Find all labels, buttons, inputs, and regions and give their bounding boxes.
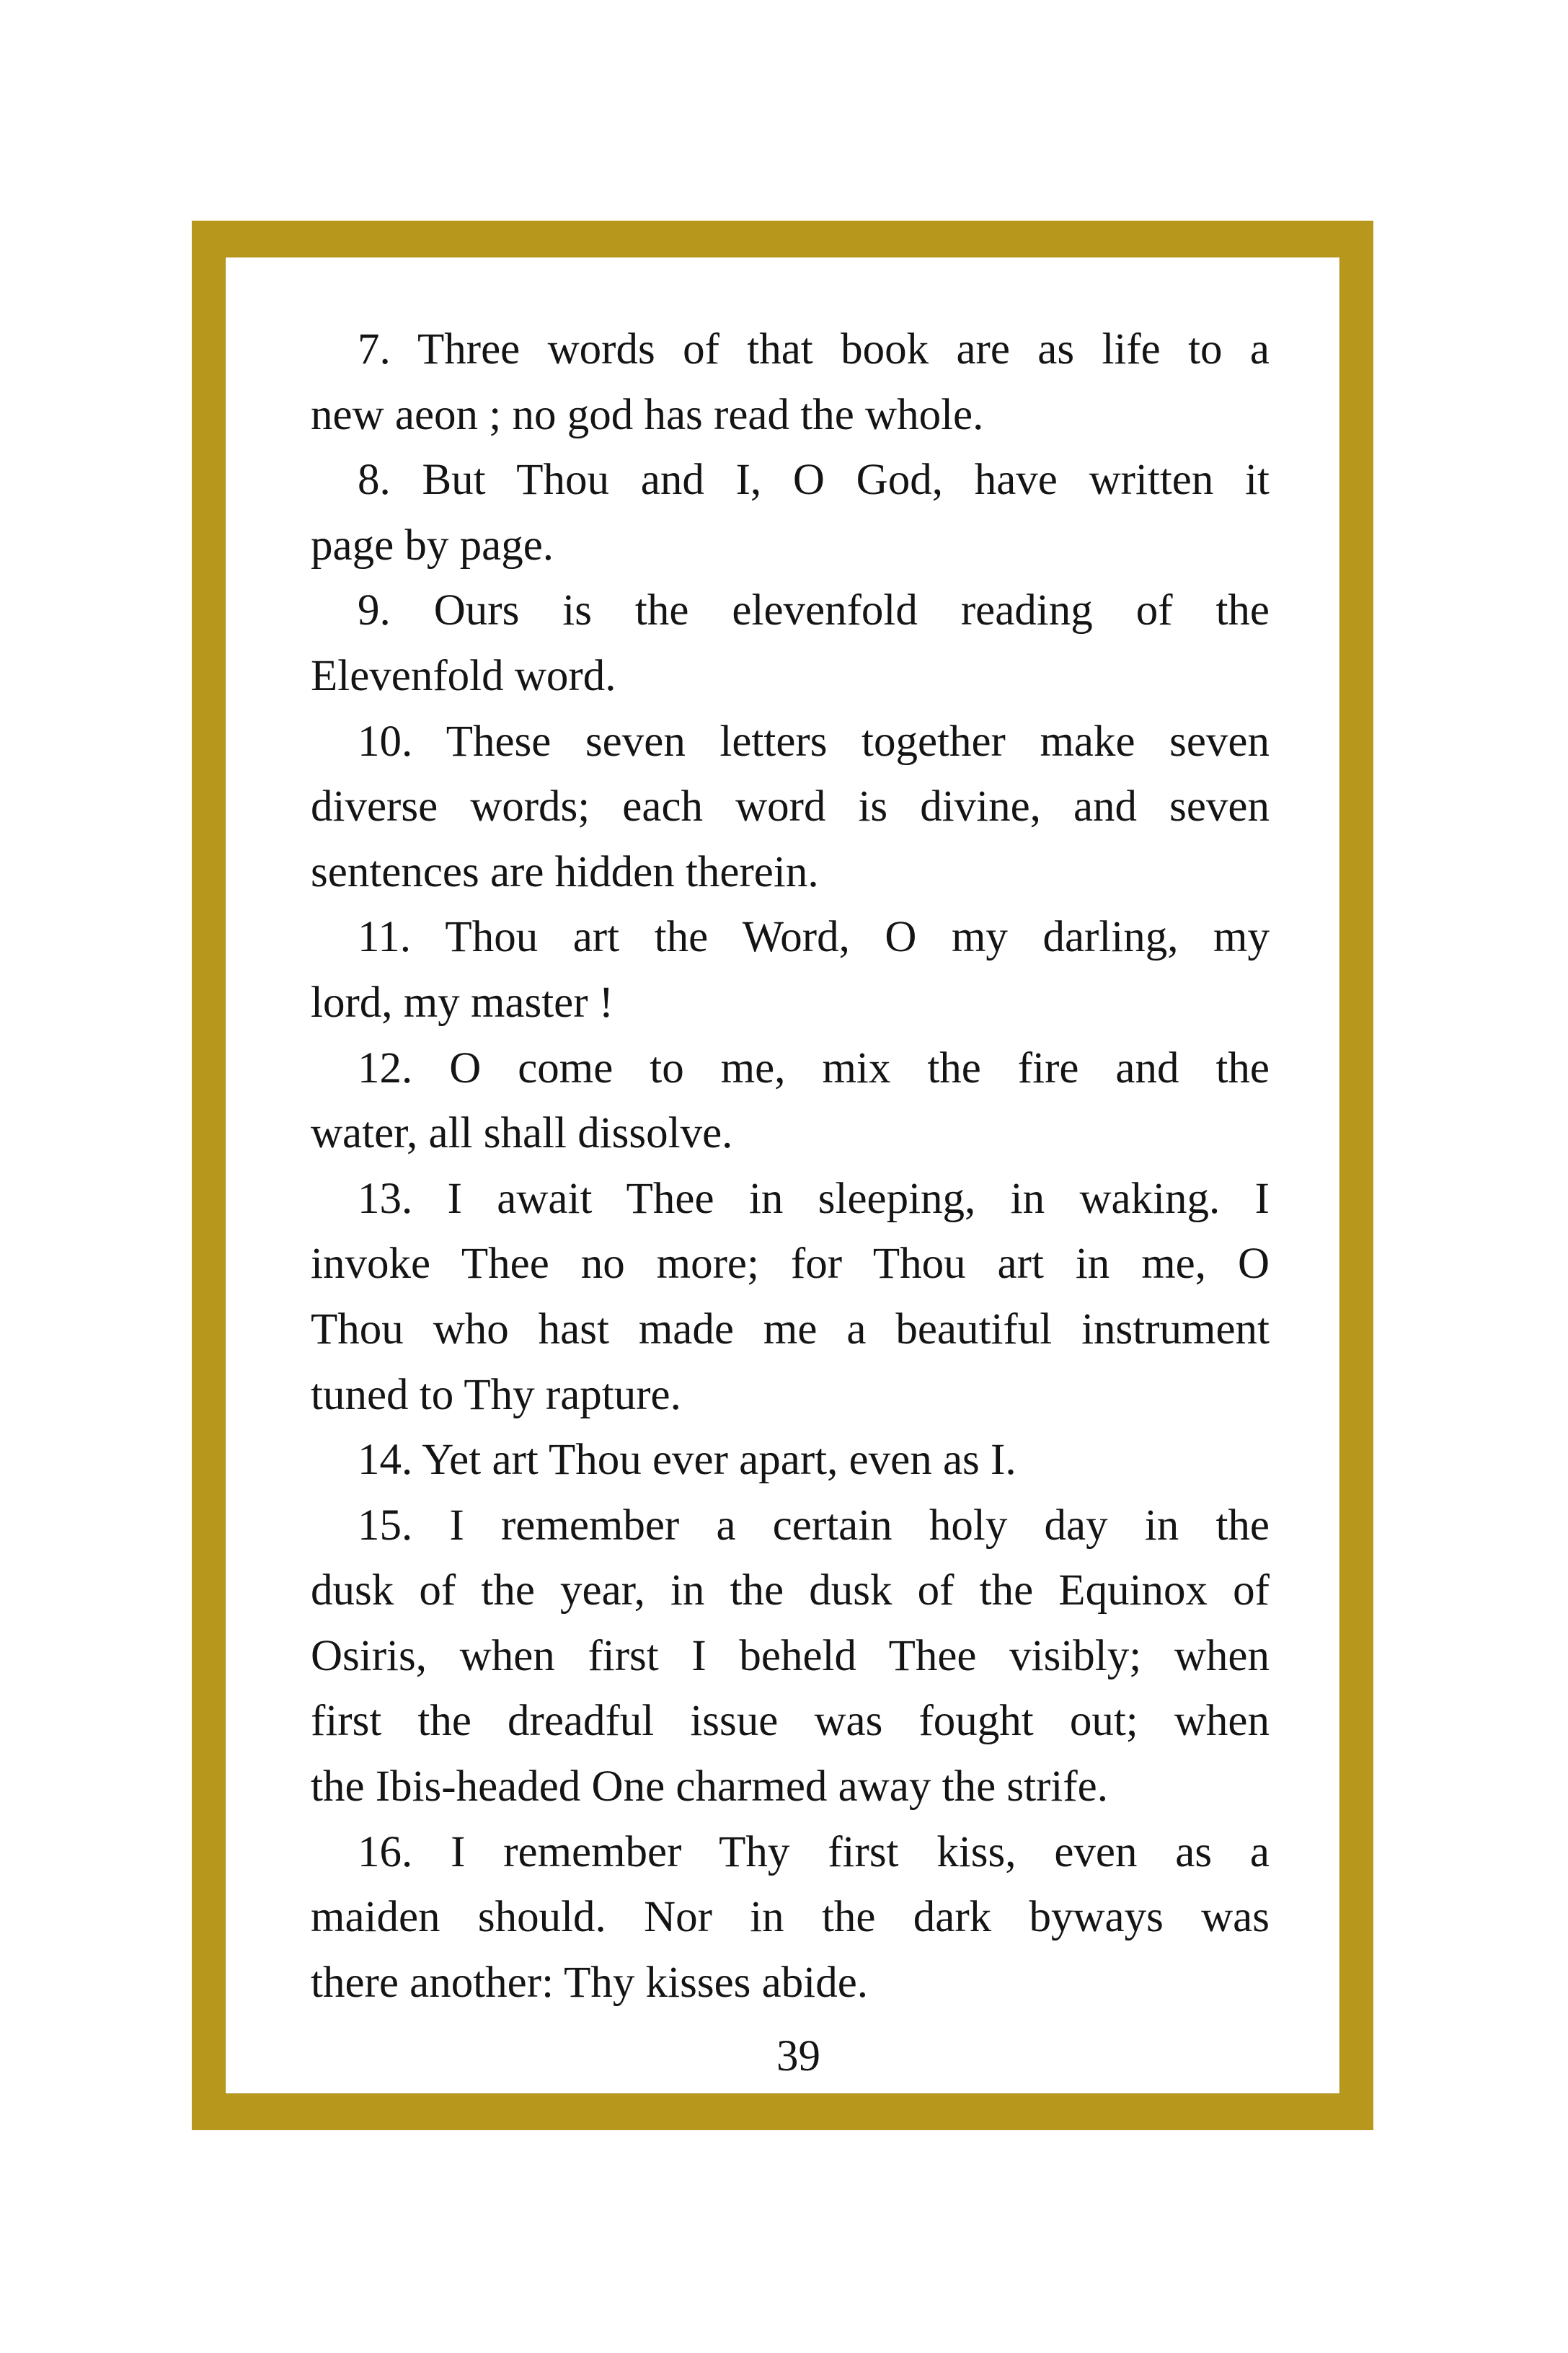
verse-paragraph (311, 1493, 1270, 1820)
verse-line: diverse words; each word is divine, and seven (311, 782, 1270, 831)
verse-paragraph (311, 578, 1270, 709)
verse-line: Thou who hast made me a beautiful instrument (311, 1304, 1270, 1354)
verse-line: 9. Ours is the elevenfold reading of the (358, 586, 1270, 635)
verse-line: Osiris, when first I beheld Thee visibly; when (311, 1631, 1270, 1680)
verse-line: Elevenfold word. (311, 651, 616, 700)
verse-line: 8. But Thou and I, O God, have written it (358, 456, 1270, 505)
verse-line: water, all shall dissolve. (311, 1109, 733, 1158)
verse-paragraph (311, 710, 1270, 906)
verse-paragraph (311, 1036, 1270, 1167)
verse-line: lord, my master ! (311, 978, 614, 1027)
verse-line: the Ibis-headed One charmed away the strife. (311, 1762, 1108, 1811)
verse-line: there another: Thy kisses abide. (311, 1958, 869, 2007)
verse-paragraph (311, 1167, 1270, 1428)
verse-paragraph (311, 1428, 1270, 1493)
verse-line: 13. I await Thee in sleeping, in waking. I (358, 1174, 1270, 1223)
verse-line: page by page. (311, 521, 554, 570)
verse-paragraph (311, 448, 1270, 578)
verse-line: invoke Thee no more; for Thou art in me, O (311, 1240, 1270, 1289)
verse-paragraph (311, 317, 1270, 448)
verse-line: 12. O come to me, mix the fire and the (358, 1043, 1270, 1092)
verse-line: 7. Three words of that book are as life to a (358, 325, 1270, 374)
verse-line: maiden should. Nor in the dark byways was (311, 1893, 1270, 1942)
verse-line: 16. I remember Thy first kiss, even as a (358, 1827, 1270, 1876)
verse-line: 14. Yet art Thou ever apart, even as I. (358, 1436, 1016, 1485)
verse-line: dusk of the year, in the dusk of the Equinox of (311, 1566, 1270, 1615)
verse-line: tuned to Thy rapture. (311, 1370, 681, 1419)
verse-line: sentences are hidden therein. (311, 847, 819, 896)
verse-line: first the dreadful issue was fought out; when (311, 1697, 1270, 1746)
verse-line: 11. Thou art the Word, O my darling, my (358, 913, 1270, 962)
page-body (311, 317, 1270, 2016)
verse-line: 10. These seven letters together make seven (358, 717, 1270, 766)
verse-paragraph (311, 1820, 1270, 2016)
verse-paragraph (311, 905, 1270, 1036)
verse-line: new aeon ; no god has read the whole. (311, 390, 984, 439)
verse-line: 15. I remember a certain holy day in the (358, 1501, 1270, 1550)
page-number: 39 (776, 2032, 820, 2080)
